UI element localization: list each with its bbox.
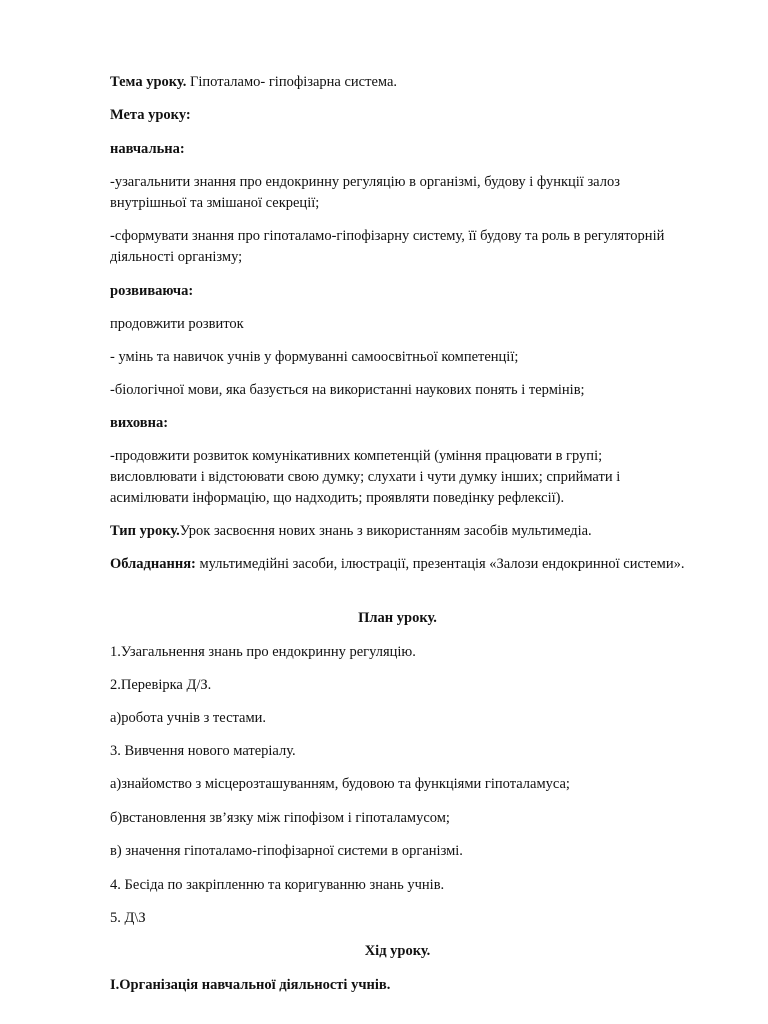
plan-item: 1.Узагальнення знань про ендокринну регуляцію. — [110, 644, 416, 660]
plan-item: 5. Д\З — [110, 910, 146, 926]
plan-item: 3. Вивчення нового матеріалу. — [110, 743, 296, 759]
lesson-type-text: Урок засвоєння нових знань з використанням засобів мультимедіа. — [179, 523, 592, 539]
developing-heading: розвиваюча: — [110, 283, 194, 299]
lesson-type-label: Тип уроку. — [110, 523, 180, 539]
plan-item: а)робота учнів з тестами. — [110, 710, 267, 726]
goal-heading: Мета уроку: — [110, 107, 191, 123]
topic-line — [110, 72, 685, 93]
educational-heading: навчальна: — [110, 141, 185, 157]
developing-item: - умінь та навичок учнів у формуванні самоосвітньої компетенції; — [110, 349, 519, 365]
plan-item: в) значення гіпоталамо-гіпофізарної системи в організмі. — [110, 843, 463, 859]
plan-heading: План уроку. — [358, 610, 437, 626]
topic-text: Гіпоталамо- гіпофізарна система. — [186, 74, 398, 90]
equipment-line — [110, 554, 685, 575]
developing-intro: продовжити розвиток — [110, 316, 244, 332]
upbringing-item: -продовжити розвиток комунікативних компетенцій (уміння працювати в групі; висловлювати і відстоювати свою думку; слухати і чути думку інших; сприймати і асимілювати інформацію, що надходить; проявляти поведінку рефлексії). — [110, 448, 621, 506]
educational-item: -узагальнити знання про ендокринну регуляцію в організмі, будову і функції залоз внутрішньої та змішаної секреції; — [110, 174, 620, 211]
plan-item: б)встановлення зв’язку між гіпофізом і гіпоталамусом; — [110, 810, 450, 826]
upbringing-heading: виховна: — [110, 415, 169, 431]
plan-item: 2.Перевірка Д/З. — [110, 677, 212, 693]
plan-item: а)знайомство з місцерозташуванням, будовою та функціями гіпоталамуса; — [110, 776, 570, 792]
course-section-heading: I.Організація навчальної діяльності учнів. — [110, 977, 391, 993]
equipment-text: мультимедійні засоби, ілюстрації, презентація «Залози ендокринної системи». — [195, 556, 685, 572]
lesson-type-line — [110, 521, 685, 542]
course-heading: Хід уроку. — [364, 943, 431, 959]
equipment-label: Обладнання: — [110, 556, 196, 572]
developing-item: -біологічної мови, яка базується на використанні наукових понять і термінів; — [110, 382, 585, 398]
educational-item: -сформувати знання про гіпоталамо-гіпофізарну систему, її будову та роль в регуляторній діяльності організму; — [110, 228, 665, 265]
topic-label: Тема уроку. — [110, 74, 187, 90]
plan-item: 4. Бесіда по закріпленню та коригуванню знань учнів. — [110, 877, 445, 893]
